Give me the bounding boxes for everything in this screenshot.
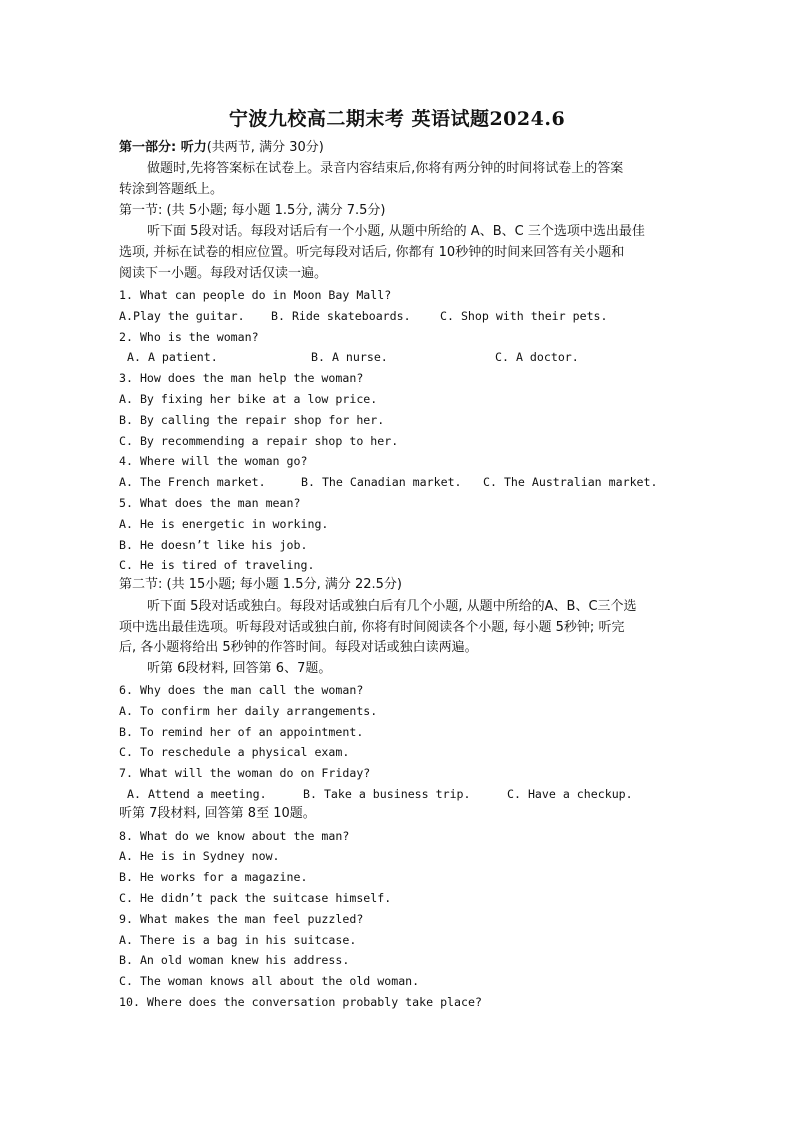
page-title: 宁波九校高二期末考 英语试题2024.6 — [228, 108, 566, 130]
option-b: B. The Canadian market. — [301, 475, 462, 489]
option-c: C. A doctor. — [495, 350, 579, 364]
part1-heading — [119, 140, 324, 156]
section1-instruction-line-2: 选项, 并标在试卷的相应位置。听完每段对话后, 你都有 10秒钟的时间来回答有关小题和 — [119, 245, 625, 260]
question-9: 9. What makes the man feel puzzled? — [119, 912, 364, 926]
section1-instruction-line-3: 阅读下一小题。每段对话仅读一遍。 — [119, 266, 328, 281]
question-8-option-a: A. He is in Sydney now. — [119, 849, 280, 863]
question-4-options — [119, 474, 658, 490]
question-3-option-c: C. By recommending a repair shop to her. — [119, 434, 399, 448]
question-7: 7. What will the woman do on Friday? — [119, 766, 371, 780]
option-c: C. Have a checkup. — [507, 787, 633, 801]
material-6-note: 听第 6段材料, 回答第 6、7题。 — [147, 661, 332, 676]
question-8: 8. What do we know about the man? — [119, 829, 350, 843]
section2-instruction-line-1: 听下面 5段对话或独白。每段对话或独白后有几个小题, 从题中所给的A、B、C三个选 — [147, 599, 637, 614]
question-3: 3. How does the man help the woman? — [119, 371, 364, 385]
question-5-option-a: A. He is energetic in working. — [119, 517, 329, 531]
option-c: C. The Australian market. — [483, 475, 658, 489]
question-5-option-b: B. He doesn’t like his job. — [119, 538, 308, 552]
question-5-option-c: C. He is tired of traveling. — [119, 558, 315, 572]
section2-heading: 第二节: (共 15小题; 每小题 1.5分, 满分 22.5分) — [119, 577, 402, 592]
section1-heading: 第一节: (共 5小题; 每小题 1.5分, 满分 7.5分) — [119, 203, 386, 218]
question-9-option-b: B. An old woman knew his address. — [119, 953, 350, 967]
section1-instruction-line-1: 听下面 5段对话。每段对话后有一个小题, 从题中所给的 A、B、C 三个选项中选出最佳 — [147, 224, 645, 239]
question-2-options — [127, 349, 579, 365]
section2-instruction-line-2: 项中选出最佳选项。听每段对话或独白前, 你将有时间阅读各个小题, 每小题 5秒钟; 听完 — [119, 620, 625, 635]
question-9-option-a: A. There is a bag in his suitcase. — [119, 933, 357, 947]
question-6: 6. Why does the man call the woman? — [119, 683, 364, 697]
option-b: B. A nurse. — [311, 350, 388, 364]
question-6-option-c: C. To reschedule a physical exam. — [119, 745, 350, 759]
question-5: 5. What does the man mean? — [119, 496, 301, 510]
question-3-option-b: B. By calling the repair shop for her. — [119, 413, 385, 427]
question-10: 10. Where does the conversation probably take place? — [119, 995, 482, 1009]
material-7-note: 听第 7段材料, 回答第 8至 10题。 — [119, 806, 316, 821]
part1-instruction-line-1: 做题时,先将答案标在试卷上。录音内容结束后,你将有两分钟的时间将试卷上的答案 — [147, 161, 624, 176]
option-a: A.Play the guitar. — [119, 309, 245, 323]
option-b: B. Ride skateboards. — [271, 309, 411, 323]
question-9-option-c: C. The woman knows all about the old woman. — [119, 974, 420, 988]
question-6-option-a: A. To confirm her daily arrangements. — [119, 704, 378, 718]
part1-instruction-line-2: 转涂到答题纸上。 — [119, 182, 224, 197]
part1-heading-note: (共两节, 满分 30分) — [206, 140, 324, 155]
option-c: C. Shop with their pets. — [440, 309, 608, 323]
question-4: 4. Where will the woman go? — [119, 454, 308, 468]
option-a: A. Attend a meeting. — [127, 787, 267, 801]
section2-instruction-line-3: 后, 各小题将给出 5秒钟的作答时间。每段对话或独白读两遍。 — [119, 640, 478, 655]
question-3-option-a: A. By fixing her bike at a low price. — [119, 392, 378, 406]
question-8-option-b: B. He works for a magazine. — [119, 870, 308, 884]
option-b: B. Take a business trip. — [303, 787, 471, 801]
question-7-options — [127, 786, 633, 802]
option-a: A. A patient. — [127, 350, 218, 364]
question-8-option-c: C. He didn’t pack the suitcase himself. — [119, 891, 392, 905]
question-6-option-b: B. To remind her of an appointment. — [119, 725, 364, 739]
question-1-options — [119, 308, 608, 324]
part1-heading-label: 第一部分: 听力 — [119, 140, 207, 155]
question-2: 2. Who is the woman? — [119, 330, 259, 344]
question-1: 1. What can people do in Moon Bay Mall? — [119, 288, 392, 302]
option-a: A. The French market. — [119, 475, 266, 489]
